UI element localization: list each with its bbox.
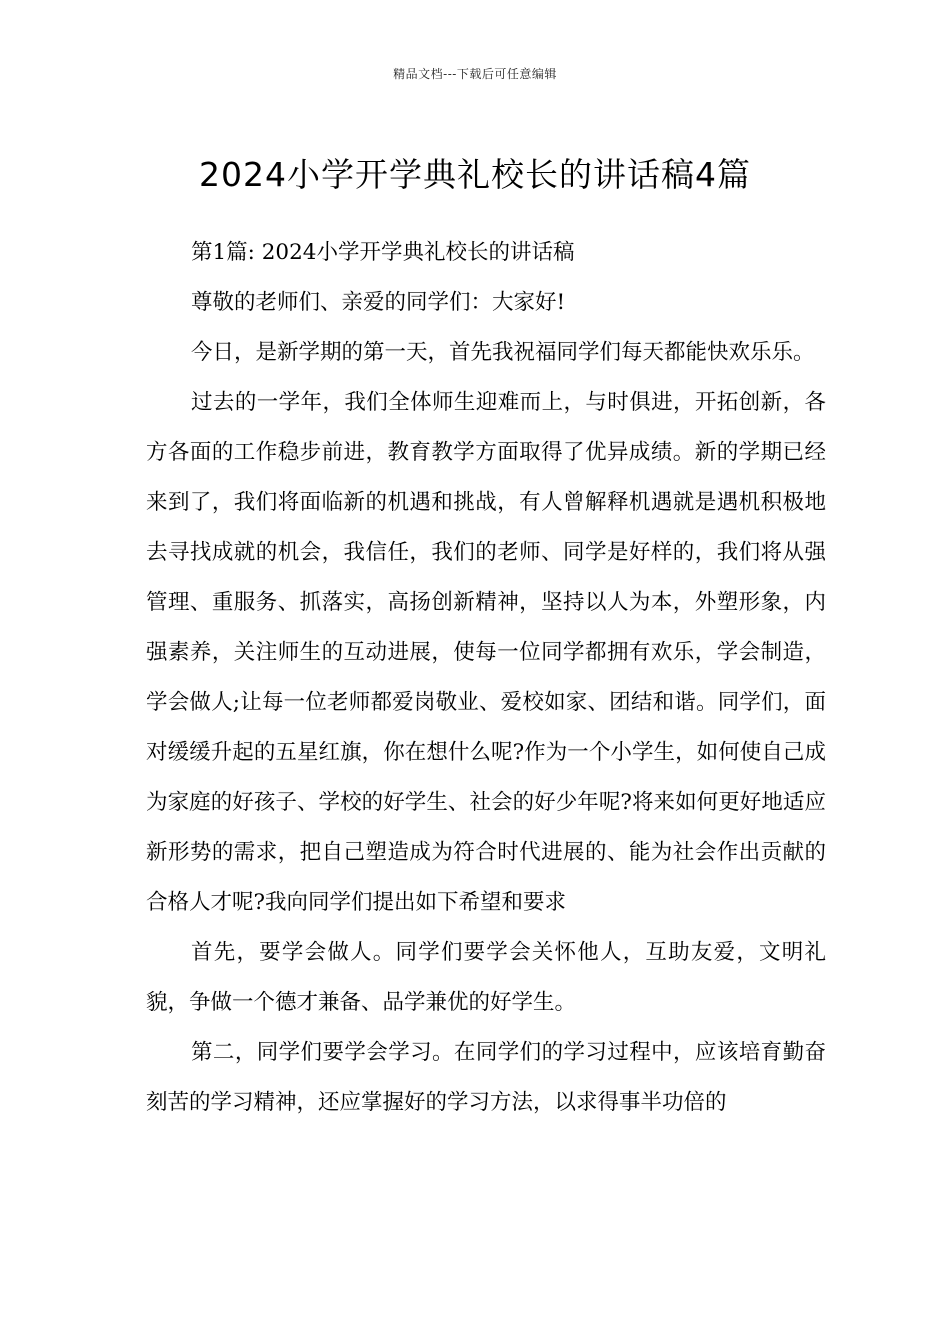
paragraph: 过去的一学年，我们全体师生迎难而上，与时俱进，开拓创新，各方各面的工作稳步前进，教育教学方面取得了优异成绩。新的学期已经来到了，我们将面临新的机遇和挑战，有人曾解释机遇就是遇机积极地去寻找成就的机会，我信任，我们的老师、同学是好样的，我们将从强管理、重服务、抓落实，高扬创新精神，坚持以人为本，外塑形象，内强素养，关注师生的互动进展，使每一位同学都拥有欢乐，学会制造，学会做人;让每一位老师都爱岗敬业、爱校如家、团结和谐。同学们，面对缓缓升起的五星红旗，你在想什么呢?作为一个小学生，如何使自己成为家庭的好孩子、学校的好学生、社会的好少年呢?将来如何更好地适应新形势的需求，把自己塑造成为符合时代进展的、能为社会作出贡献的合格人才呢?我向同学们提出如下希望和要求 — [146, 390, 826, 915]
paragraph: 尊敬的老师们、亲爱的同学们：大家好! — [191, 290, 566, 315]
document-title: 2024小学开学典礼校长的讲话稿4篇 — [199, 155, 751, 195]
paragraph: 首先，要学会做人。同学们要学会关怀他人，互助友爱，文明礼貌，争做一个德才兼备、品学兼优的好学生。 — [146, 940, 826, 1015]
paragraph: 今日，是新学期的第一天，首先我祝福同学们每天都能快欢乐乐。 — [191, 340, 815, 365]
page-header: 精品文档---下载后可任意编辑 — [393, 67, 557, 81]
document-body — [146, 228, 826, 1128]
paragraph: 第1篇: 2024小学开学典礼校长的讲话稿 — [191, 240, 575, 265]
paragraph: 第二，同学们要学会学习。在同学们的学习过程中，应该培育勤奋刻苦的学习精神，还应掌握好的学习方法，以求得事半功倍的 — [146, 1040, 826, 1115]
